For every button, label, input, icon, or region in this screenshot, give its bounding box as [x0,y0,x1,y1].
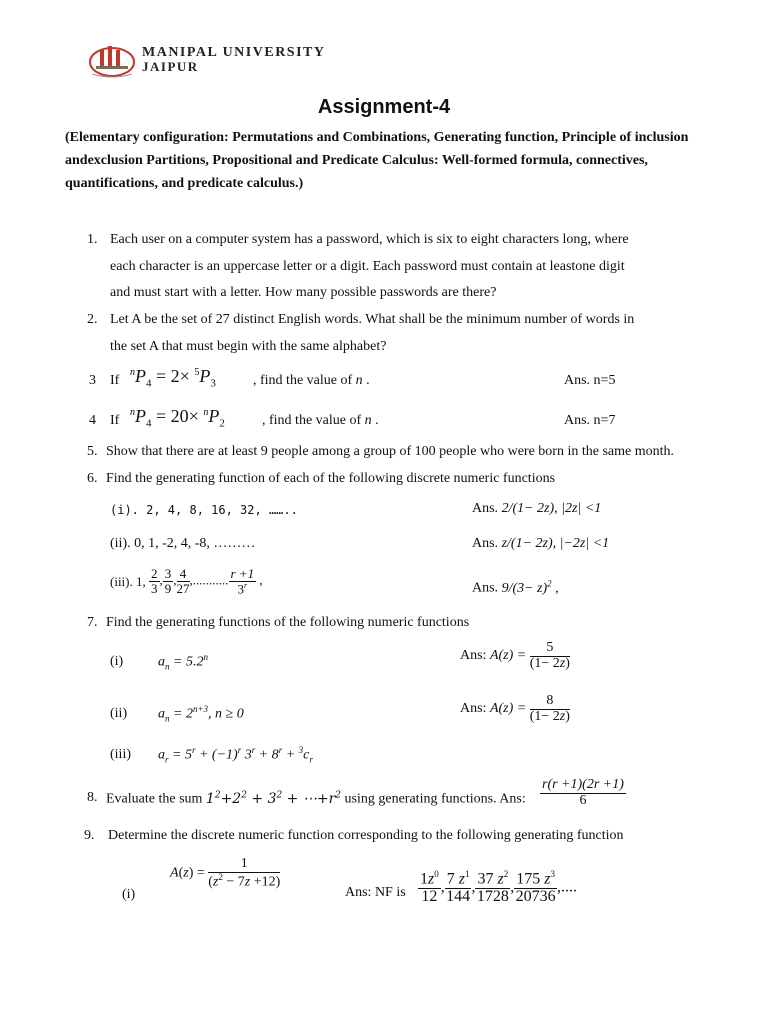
q1-line-2: each character is an uppercase letter or a digit. Each password must contain at leastone digit [110,259,625,274]
q9-number: 9. [84,828,95,843]
q4-tail [262,414,379,428]
q9-part-i-label: (i) [122,887,136,902]
q9-text: Determine the discrete numeric function corresponding to the following generating function [108,828,624,843]
q8-number: 8. [87,790,98,805]
university-emblem-icon [86,40,142,80]
q6-part-iii-ans-prefix: Ans. [472,580,499,596]
university-name-line1: MANIPAL UNIVERSITY [142,45,326,60]
q3-answer: Ans. n=5 [564,373,616,388]
q3-var: n [355,373,363,388]
university-logo [86,40,346,80]
q1-line-3: and must start with a letter. How many possible passwords are there? [110,285,497,300]
q7-number: 7. [87,615,98,630]
q1-number: 1. [87,232,98,247]
q3-dot: . [366,373,370,388]
q8-lead: Evaluate the sum [106,791,203,807]
q3-equation: $^nP_4 = 2\times ^5P_3$ [130,366,216,390]
q4-dot: . [375,413,379,428]
q7-part-i-ans-prefix: Ans: [460,648,487,664]
q5-number: 5. [87,444,98,459]
q8-tail: using generating functions. Ans: [344,791,526,807]
q4-number: 4 [89,413,96,428]
q9-part-i-answer-series: $\frac{1z^0}{12}$ , $\frac{7 z^1}{144}$ , $\frac{37 z^2}{1728}$ , $\frac{175 z^3}{20736}$ ,.... [420,869,577,906]
q2-line-1: Let A be the set of 27 distinct English words. What shall be the minimum number of words in [110,312,635,327]
q7-text: Find the generating functions of the following numeric functions [106,615,470,630]
q7-part-i-expr: $a_n = 5.2^n$ [158,652,208,672]
q4-tail-text: , find the value of [262,413,362,428]
q7-part-iii-label: (iii) [110,747,131,762]
q2-number: 2. [87,312,98,327]
q4-answer: Ans. n=7 [564,413,616,428]
q7-part-ii-ans-prefix: Ans: [460,701,487,717]
q6-part-iii-answer: Ans. $9/(3- z)^2$ , [472,578,559,596]
q6-number: 6. [87,471,98,486]
q6-part-ii-answer: Ans. z/(1− 2z), |−2z| <1 [472,536,610,551]
q4-var: n [364,413,372,428]
q8-answer-fraction: $\frac{r(r +1)(2r +1)}{6}$ [542,777,624,808]
q6-part-ii-label: (ii). 0, 1, -2, 4, -8, ……… [110,536,256,551]
q4-if: If [110,413,120,428]
q7-part-i-label: (i) [110,654,124,669]
q3-tail [253,374,370,388]
q6-part-iii-label: (iii). 1, $\frac{2}{3}$ , $\frac{3}{9}$ , $\frac{4}{27}$ ,........... $\frac{r +1}{3^r}$ , [110,566,263,596]
q7-part-iii-expr: $a_r = 5^r + (-1)^r$ $3^r + 8^r + ^3c_r$ [158,745,313,765]
q6-part-i-answer: Ans. 2/(1− 2z), |2z| <1 [472,501,602,516]
q6-part-i-label: (i). 2, 4, 8, 16, 32, …….. [110,503,298,517]
q7-part-ii-answer: Ans: A(z) = $\frac{8}{(1- 2z)}$ [460,693,570,724]
q6-text: Find the generating function of each of the following discrete numeric functions [106,471,556,486]
page-title: Assignment-4 [317,96,451,118]
q6-part-ii-ans-prefix: Ans. [472,536,499,551]
topics-paragraph: (Elementary configuration: Permutations and Combinations, Generating function, Principle of inclusion andexclusion Partitions, Propositional and Predicate Calculus: Well-formed formula, connectives, quantifications, and predicate calculus.) [65,130,689,191]
q9-part-i-function: A(z) = $\frac{1}{(z^2 - 7z +12)}$ [170,856,281,890]
q2-line-2: the set A that must begin with the same alphabet? [110,339,387,354]
q6-part-i-ans-prefix: Ans. [472,501,499,516]
q1-line-1: Each user on a computer system has a password, which is six to eight characters long, where [110,232,629,247]
q3-number: 3 [89,373,96,388]
university-name-line2: JAIPUR [142,59,199,74]
q3-if: If [110,373,120,388]
q4-equation: $^nP_4 = 20\times ^nP_2$ [130,406,225,430]
q5-text: Show that there are at least 9 people among a group of 100 people who were born in the same month. [106,444,675,459]
q8-text: Evaluate the sum $1^2+2^2 + 3^2$ + $\cdots+r^2$ using generating functions. Ans: [106,790,526,807]
q9-part-i-answer-prefix: Ans: NF is [345,885,406,900]
q6-part-iii-prefix: (iii). 1, [110,573,146,589]
q3-tail-text: , find the value of [253,373,353,388]
q7-part-ii-expr: $a_n = 2^{n+3}$, n ≥ 0 [158,704,244,724]
q7-part-i-answer: Ans: A(z) = $\frac{5}{(1- 2z)}$ [460,640,570,671]
q7-part-ii-label: (ii) [110,706,128,721]
